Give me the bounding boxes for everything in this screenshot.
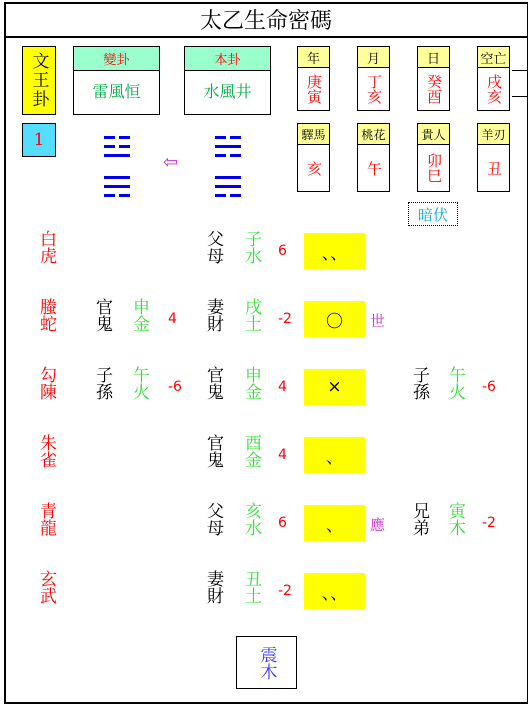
pillar-3[interactable] <box>477 46 510 111</box>
king-wen-number[interactable]: 1 <box>22 123 56 157</box>
line-number: -2 <box>278 583 292 599</box>
spirit-3[interactable] <box>477 123 510 192</box>
line-element: 子水 <box>241 230 261 264</box>
changed-relation: 官鬼 <box>92 298 112 332</box>
six-spirit: 白虎 <box>36 230 56 264</box>
line-element: 亥水 <box>241 502 261 536</box>
spirit-value-text: 卯巳 <box>425 153 443 183</box>
arrow-left-icon: ⇦ <box>163 152 179 173</box>
pillar-label: 年 <box>298 47 329 68</box>
changed-hexagram-label: 變卦 <box>74 47 159 71</box>
original-lower-trigram-icon <box>215 176 241 203</box>
changed-element: 申金 <box>129 298 149 332</box>
spirit-1[interactable] <box>357 123 390 192</box>
right-edge-line <box>512 70 528 71</box>
palace-box[interactable] <box>236 636 297 689</box>
line-number: 6 <box>278 243 287 259</box>
line-yao-box[interactable]: 、 <box>304 505 365 541</box>
hidden-element: 午火 <box>445 366 465 400</box>
spirit-label: 桃花 <box>358 124 389 145</box>
line-marker: 世 <box>370 312 386 330</box>
original-upper-trigram-icon <box>215 136 241 163</box>
page-title: 太乙生命密碼 <box>4 2 528 38</box>
line-marker: 應 <box>370 516 386 534</box>
changed-hexagram-box[interactable] <box>73 46 160 115</box>
line-number: -2 <box>278 311 292 327</box>
line-yao-box[interactable]: 、 <box>304 437 365 473</box>
pillar-value <box>298 68 329 110</box>
line-relation: 官鬼 <box>203 434 223 468</box>
pillar-value-text: 庚寅 <box>305 74 323 104</box>
pillar-value-text: 丁亥 <box>365 74 383 104</box>
pillar-1[interactable] <box>357 46 390 111</box>
changed-element: 午火 <box>129 366 149 400</box>
original-hexagram-box[interactable] <box>184 46 271 115</box>
changed-upper-trigram-icon <box>104 136 130 163</box>
changed-relation: 子孫 <box>92 366 112 400</box>
spirit-value-text: 亥 <box>305 160 323 176</box>
hidden-relation: 子孫 <box>409 366 429 400</box>
line-number: 4 <box>278 379 287 395</box>
line-yao-box[interactable]: 、、 <box>304 573 365 609</box>
hidden-element: 寅木 <box>445 502 465 536</box>
six-spirit: 勾陳 <box>36 366 56 400</box>
line-relation: 官鬼 <box>203 366 223 400</box>
pillar-label: 月 <box>358 47 389 68</box>
six-spirit: 朱雀 <box>36 434 56 468</box>
pillar-value <box>478 68 509 110</box>
line-relation: 妻財 <box>203 570 223 604</box>
six-spirit: 螣蛇 <box>36 298 56 332</box>
line-element: 戌土 <box>241 298 261 332</box>
pillar-value-text: 癸酉 <box>425 74 443 104</box>
pillar-value-text: 戌亥 <box>485 74 503 104</box>
hidden-number: -6 <box>482 379 496 395</box>
line-element: 丑土 <box>241 570 261 604</box>
pillar-2[interactable] <box>417 46 450 111</box>
line-element: 申金 <box>241 366 261 400</box>
spirit-value <box>358 145 389 191</box>
spirit-value <box>418 145 449 191</box>
original-hexagram-label: 本卦 <box>185 47 270 71</box>
line-yao-box[interactable]: 、、 <box>304 233 365 269</box>
spirit-value <box>298 145 329 191</box>
right-edge-line <box>512 96 528 97</box>
spirit-label: 羊刃 <box>478 124 509 145</box>
pillar-0[interactable] <box>297 46 330 111</box>
line-yao-box[interactable]: 〇 <box>304 301 365 337</box>
pillar-label: 日 <box>418 47 449 68</box>
six-spirit: 玄武 <box>36 570 56 604</box>
spirit-value-text: 午 <box>365 160 383 176</box>
pillar-value <box>358 68 389 110</box>
six-spirit: 青龍 <box>36 502 56 536</box>
changed-hexagram-name: 雷風恒 <box>92 81 141 101</box>
hidden-number: -2 <box>482 515 496 531</box>
original-hexagram-name: 水風井 <box>203 81 252 101</box>
changed-number: -6 <box>168 379 182 395</box>
hidden-relation: 兄弟 <box>409 502 429 536</box>
line-number: 4 <box>278 447 287 463</box>
line-element: 酉金 <box>241 434 261 468</box>
spirit-0[interactable] <box>297 123 330 192</box>
hidden-label[interactable]: 暗伏 <box>408 202 458 226</box>
palace-name: 震木 <box>256 645 277 680</box>
line-relation: 父母 <box>203 502 223 536</box>
changed-lower-trigram-icon <box>104 176 130 203</box>
spirit-value-text: 丑 <box>485 160 503 176</box>
line-relation: 父母 <box>203 230 223 264</box>
line-number: 6 <box>278 515 287 531</box>
spirit-label: 貴人 <box>418 124 449 145</box>
changed-number: 4 <box>168 311 177 327</box>
pillar-label: 空亡 <box>478 47 509 68</box>
pillar-value <box>418 68 449 110</box>
spirit-label: 驛馬 <box>298 124 329 145</box>
king-wen-label: 文王卦 <box>22 46 56 115</box>
spirit-value <box>478 145 509 191</box>
line-relation: 妻財 <box>203 298 223 332</box>
line-yao-box[interactable]: × <box>304 369 365 405</box>
spirit-2[interactable] <box>417 123 450 192</box>
